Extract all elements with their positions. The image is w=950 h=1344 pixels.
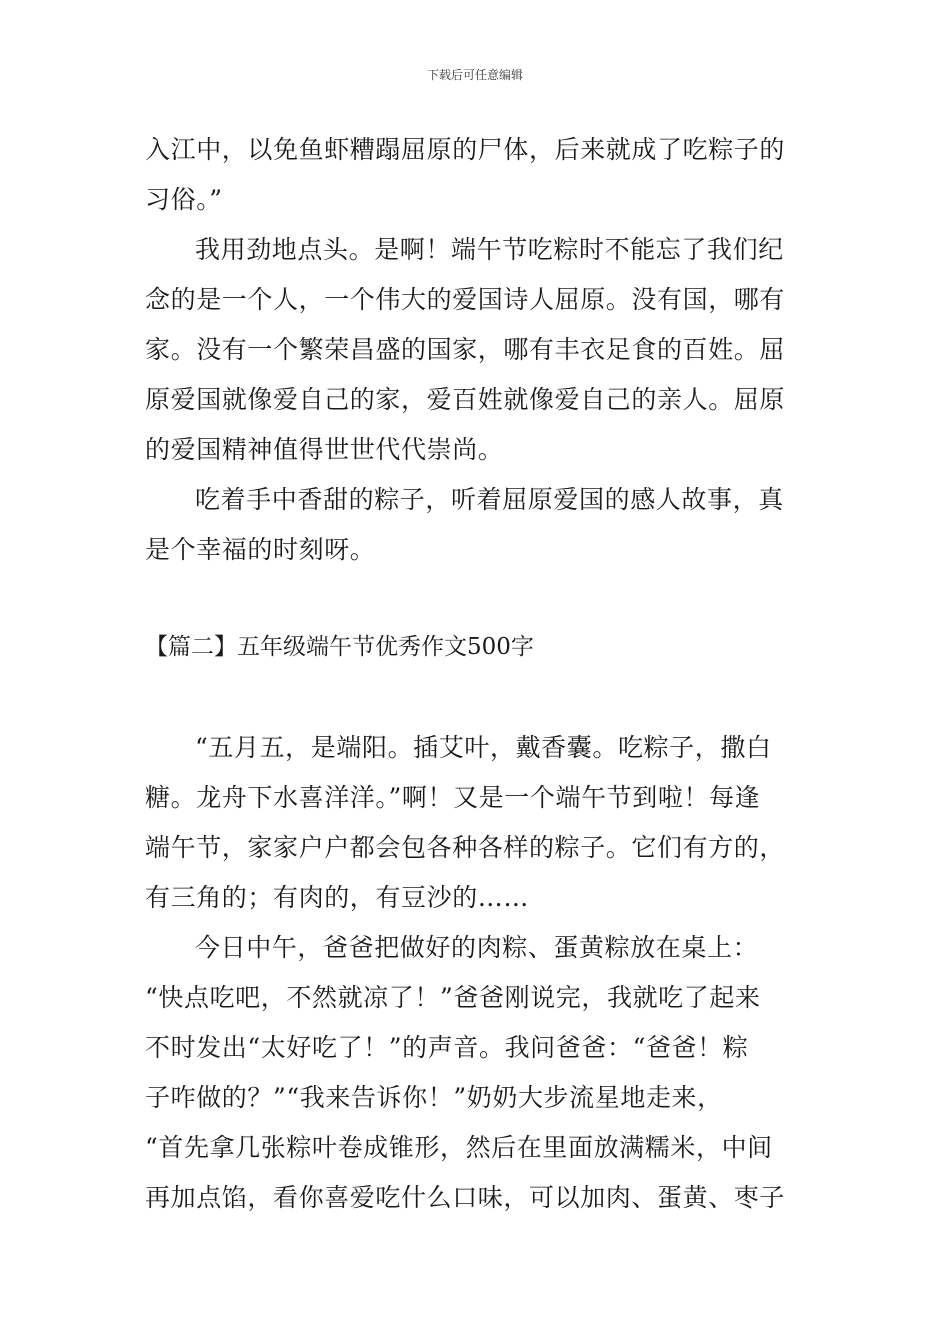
text-line: 吃着手中香甜的粽子，听着屈原爱国的感人故事，真 [195, 485, 784, 514]
text-line: 我用劲地点头。是啊！端午节吃粽时不能忘了我们纪 [195, 235, 784, 264]
text-line: 入江中，以免鱼虾糟蹋屈原的尸体，后来就成了吃粽子的 [145, 135, 786, 164]
section-heading: 【篇二】五年级端午节优秀作文500字 [145, 634, 534, 660]
text-line: 不时发出“太好吃了！”的声音。我问爸爸：“爸爸！粽 [145, 1033, 749, 1062]
paragraph [145, 225, 815, 475]
paragraph [145, 723, 815, 923]
text-line: 原爱国就像爱自己的家，爱百姓就像爱自己的亲人。屈原 [145, 385, 786, 414]
text-line: 今日中午，爸爸把做好的肉粽、蛋黄粽放在桌上： [195, 933, 759, 962]
text-line: 的爱国精神值得世世代代崇尚。 [145, 435, 504, 464]
text-line: 是个幸福的时刻呀。 [145, 535, 376, 564]
paragraph [145, 923, 815, 1223]
text-line: 家。没有一个繁荣昌盛的国家，哪有丰衣足食的百姓。屈 [145, 335, 786, 364]
text-line: 子咋做的？”“我来告诉你！”奶奶大步流星地走来， [145, 1083, 723, 1112]
text-line: 习俗。” [145, 185, 223, 214]
paragraph [145, 475, 815, 575]
paragraph-continuation [145, 125, 815, 225]
page-header: 下载后可任意编辑 [426, 68, 523, 82]
text-line: 再加点馅，看你喜爱吃什么口味，可以加肉、蛋黄、枣子 [145, 1183, 786, 1212]
text-line: 端午节，家家户户都会包各种各样的粽子。它们有方的， [145, 833, 786, 862]
text-line: 糖。龙舟下水喜洋洋。”啊！又是一个端午节到啦！每逢 [145, 783, 761, 812]
text-line: 念的是一个人，一个伟大的爱国诗人屈原。没有国，哪有 [145, 285, 786, 314]
text-line: “五月五，是端阳。插艾叶，戴香囊。吃粽子，撒白 [195, 733, 772, 762]
text-line: “首先拿几张粽叶卷成锥形，然后在里面放满糯米，中间 [145, 1133, 773, 1162]
text-line: “快点吃吧，不然就凉了！”爸爸刚说完，我就吃了起来 [145, 983, 761, 1012]
text-line: 有三角的；有肉的，有豆沙的…… [145, 883, 530, 912]
